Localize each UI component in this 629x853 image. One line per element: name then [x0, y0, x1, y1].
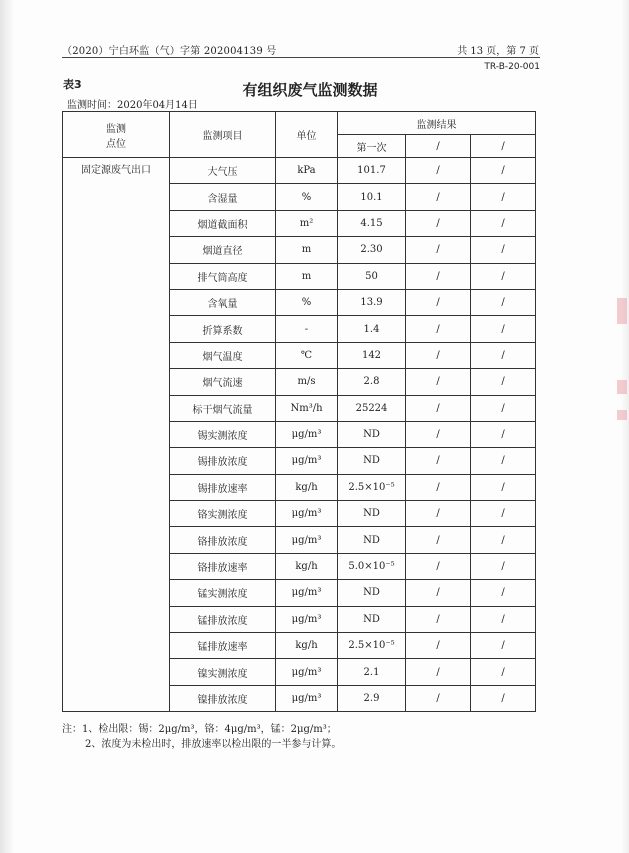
value-cell: /: [471, 184, 536, 210]
value-cell: 2.8: [338, 369, 406, 395]
unit-cell: -: [276, 316, 338, 342]
value-cell: /: [406, 474, 471, 500]
value-cell: /: [471, 527, 536, 553]
value-cell: /: [471, 580, 536, 606]
unit-cell: μg/m³: [276, 527, 338, 553]
item-cell: 镍排放浓度: [170, 685, 276, 711]
value-cell: /: [406, 369, 471, 395]
value-cell: /: [406, 659, 471, 685]
item-cell: 锰排放速率: [170, 633, 276, 659]
table-body: [63, 158, 536, 712]
value-cell: 10.1: [338, 184, 406, 210]
item-cell: 含湿量: [170, 184, 276, 210]
value-cell: /: [406, 633, 471, 659]
item-cell: 含氧量: [170, 289, 276, 315]
value-cell: 2.1: [338, 659, 406, 685]
scan-right-edge: [621, 0, 629, 853]
value-cell: /: [406, 289, 471, 315]
unit-cell: ℃: [276, 342, 338, 368]
site-cell: 固定源废气出口: [63, 158, 170, 712]
first-header: 第一次: [338, 135, 406, 158]
value-cell: ND: [338, 580, 406, 606]
item-cell: 铬实测浓度: [170, 501, 276, 527]
value-cell: /: [471, 289, 536, 315]
item-cell: 烟道直径: [170, 237, 276, 263]
value-cell: /: [471, 474, 536, 500]
item-cell: 镍实测浓度: [170, 659, 276, 685]
unit-cell: μg/m³: [276, 606, 338, 632]
item-cell: 烟气温度: [170, 342, 276, 368]
unit-cell: %: [276, 289, 338, 315]
value-cell: 13.9: [338, 289, 406, 315]
value-cell: /: [406, 395, 471, 421]
unit-cell: μg/m³: [276, 421, 338, 447]
item-cell: 铬排放浓度: [170, 527, 276, 553]
item-cell: 排气筒高度: [170, 263, 276, 289]
value-cell: /: [406, 210, 471, 236]
value-cell: 101.7: [338, 158, 406, 184]
unit-cell: kg/h: [276, 474, 338, 500]
value-cell: 4.15: [338, 210, 406, 236]
unit-cell: μg/m³: [276, 448, 338, 474]
page-title: 有组织废气监测数据: [242, 81, 378, 99]
unit-cell: μg/m³: [276, 685, 338, 711]
page-info: 共 13 页，第 7 页: [457, 46, 539, 57]
note-detection-limit: 注：1、检出限：锡：2μg/m³，铬：4μg/m³，锰：2μg/m³；: [62, 724, 337, 735]
result-header: 监测结果: [338, 112, 536, 135]
value-cell: 50: [338, 263, 406, 289]
value-cell: /: [406, 316, 471, 342]
monitor-time: 监测时间：2020年04月14日: [67, 100, 198, 111]
value-cell: 142: [338, 342, 406, 368]
value-cell: /: [406, 580, 471, 606]
value-cell: /: [471, 237, 536, 263]
unit-cell: μg/m³: [276, 501, 338, 527]
value-cell: /: [406, 527, 471, 553]
unit-cell: μg/m³: [276, 580, 338, 606]
unit-cell: μg/m³: [276, 659, 338, 685]
value-cell: /: [471, 685, 536, 711]
value-cell: 25224: [338, 395, 406, 421]
item-cell: 烟道截面积: [170, 210, 276, 236]
value-cell: /: [406, 685, 471, 711]
seal-fragment: [617, 410, 627, 420]
value-cell: 1.4: [338, 316, 406, 342]
value-cell: ND: [338, 448, 406, 474]
value-cell: /: [471, 342, 536, 368]
site-header: 监测 点位: [63, 112, 170, 158]
value-cell: /: [406, 448, 471, 474]
unit-cell: %: [276, 184, 338, 210]
unit-cell: Nm³/h: [276, 395, 338, 421]
value-cell: /: [471, 633, 536, 659]
item-cell: 铬排放速率: [170, 553, 276, 579]
value-cell: /: [406, 501, 471, 527]
value-cell: 2.5×10⁻⁵: [338, 633, 406, 659]
unit-header: 单位: [276, 112, 338, 158]
value-cell: /: [406, 237, 471, 263]
note-calculation: 2、浓度为未检出时，排放速率以检出限的一半参与计算。: [85, 739, 342, 750]
item-cell: 锡排放速率: [170, 474, 276, 500]
value-cell: /: [471, 158, 536, 184]
value-cell: 2.9: [338, 685, 406, 711]
unit-cell: kPa: [276, 158, 338, 184]
item-cell: 折算系数: [170, 316, 276, 342]
monitoring-table: [62, 111, 536, 712]
item-cell: 锡排放浓度: [170, 448, 276, 474]
value-cell: ND: [338, 501, 406, 527]
third-header: /: [471, 135, 536, 158]
value-cell: /: [471, 448, 536, 474]
value-cell: /: [406, 158, 471, 184]
value-cell: 2.30: [338, 237, 406, 263]
report-number: （2020）宁白环监（气）字第 202004139 号: [62, 46, 277, 57]
value-cell: /: [471, 553, 536, 579]
value-cell: /: [471, 421, 536, 447]
value-cell: /: [406, 421, 471, 447]
item-header: 监测项目: [170, 112, 276, 158]
scan-edge-shadow: [0, 0, 14, 853]
header-rule: [62, 57, 540, 58]
value-cell: /: [406, 342, 471, 368]
unit-cell: m/s: [276, 369, 338, 395]
value-cell: ND: [338, 527, 406, 553]
item-cell: 锰排放浓度: [170, 606, 276, 632]
value-cell: /: [471, 659, 536, 685]
item-cell: 锡实测浓度: [170, 421, 276, 447]
seal-fragment: [617, 380, 627, 394]
value-cell: 5.0×10⁻⁵: [338, 553, 406, 579]
second-header: /: [406, 135, 471, 158]
value-cell: /: [471, 501, 536, 527]
table-number: 表3: [63, 78, 82, 91]
seal-fragment: [617, 298, 627, 324]
value-cell: /: [471, 606, 536, 632]
value-cell: /: [406, 263, 471, 289]
value-cell: ND: [338, 421, 406, 447]
item-cell: 标干烟气流量: [170, 395, 276, 421]
value-cell: /: [406, 606, 471, 632]
value-cell: /: [406, 553, 471, 579]
unit-cell: m: [276, 263, 338, 289]
unit-cell: m: [276, 237, 338, 263]
value-cell: ND: [338, 606, 406, 632]
value-cell: /: [471, 369, 536, 395]
item-cell: 烟气流速: [170, 369, 276, 395]
value-cell: 2.5×10⁻⁵: [338, 474, 406, 500]
unit-cell: kg/h: [276, 553, 338, 579]
value-cell: /: [406, 184, 471, 210]
table-row: [63, 158, 536, 184]
value-cell: /: [471, 263, 536, 289]
item-cell: 大气压: [170, 158, 276, 184]
value-cell: /: [471, 395, 536, 421]
unit-cell: m²: [276, 210, 338, 236]
document-code: TR-B-20-001: [484, 62, 540, 72]
value-cell: /: [471, 316, 536, 342]
item-cell: 锰实测浓度: [170, 580, 276, 606]
unit-cell: kg/h: [276, 633, 338, 659]
value-cell: /: [471, 210, 536, 236]
